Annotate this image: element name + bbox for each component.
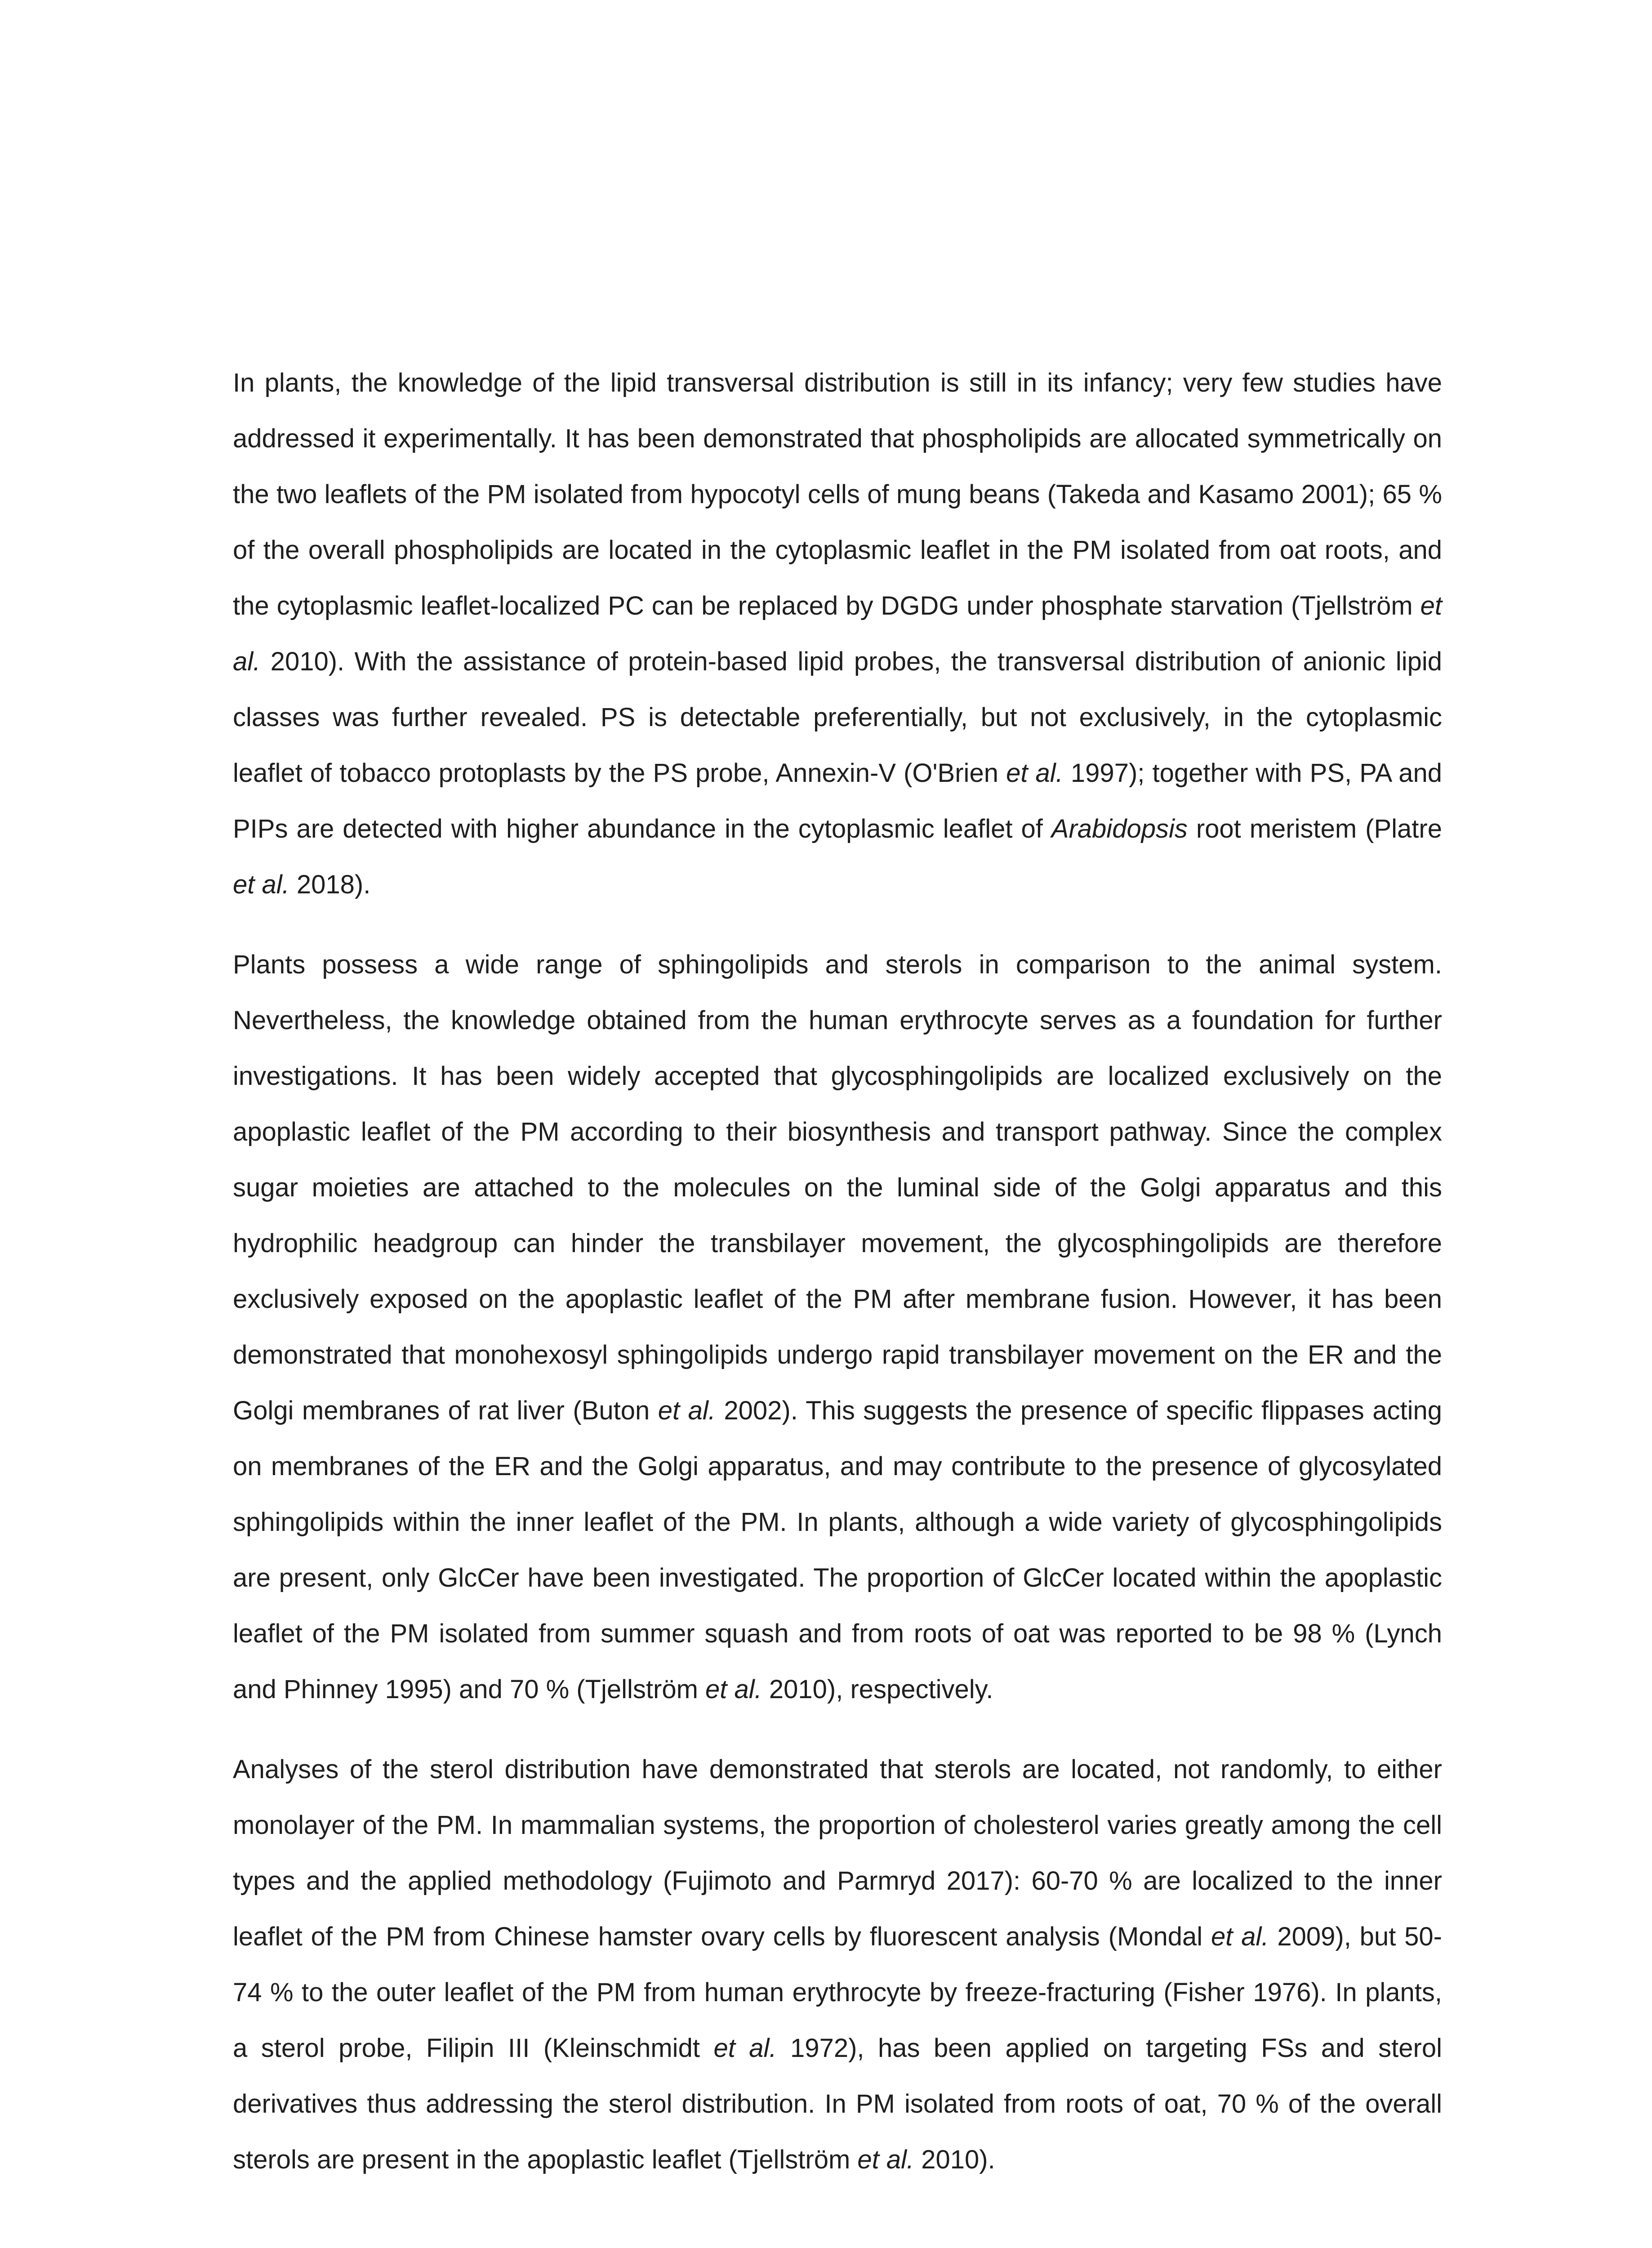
paragraph-text: Plants possess a wide range of sphingolipids and sterols in comparison to the animal system. Nevertheless, the knowledge obtained from the human erythrocyte serves as a foundation for further investigations. It has been widely accepted that glycosphingolipids are localized exclusively on the apoplastic leaflet of the PM according to their biosynthesis and transport pathway. Since the complex sugar moieties are attached to the molecules on the luminal side of the Golgi apparatus and this hydrophilic headgroup can hinder the transbilayer movement, the glycosphingolipids are therefore exclusively exposed on the apoplastic leaflet of the PM after membrane fusion. However, it has been demonstrated that monohexosyl sphingolipids undergo rapid transbilayer movement on the ER and the Golgi membranes of rat liver (Buton bbox=[233, 950, 1442, 1425]
italic-text: et al. bbox=[658, 1396, 716, 1425]
paragraph-sphingolipids-sterols bbox=[233, 937, 1442, 1717]
italic-text: et al. bbox=[713, 2034, 777, 2063]
paragraph-text: 1972), has been applied on targeting FSs and sterol derivatives thus addressing the sterol distribution. In PM isolated from roots of oat, 70 % of the overall sterols are present in the apoplastic leaflet (Tjellström bbox=[233, 2034, 1442, 2174]
paragraph-text: 2010). With the assistance of protein-based lipid probes, the transversal distribution of anionic lipid classes was further revealed. PS is detectable preferentially, but not exclusively, in the cytoplasmic leaflet of tobacco protoplasts by the PS probe, Annexin-V (O'Brien bbox=[233, 647, 1442, 788]
paragraph-text: root meristem (Platre bbox=[1187, 814, 1442, 843]
italic-text: et al. bbox=[1211, 1922, 1269, 1951]
paragraph-text: 1997); together with PS, PA and PIPs are detected with higher abundance in the cytoplasmic leaflet of bbox=[233, 758, 1442, 843]
paragraph-text: Analyses of the sterol distribution have demonstrated that sterols are located, not randomly, to either monolayer of the PM. In mammalian systems, the proportion of cholesterol varies greatly among the cell types and the applied methodology (Fujimoto and Parmryd 2017): 60-70 % are localized to the inner leaflet of the PM from Chinese hamster ovary cells by fluorescent analysis (Mondal bbox=[233, 1755, 1442, 1951]
paragraph-lipid-transversal-distribution bbox=[233, 355, 1442, 913]
paragraph-text: 2002). This suggests the presence of specific flippases acting on membranes of the ER and the Golgi apparatus, and may contribute to the presence of glycosylated sphingolipids within the inner leaflet of the PM. In plants, although a wide variety of glycosphingolipids are present, only GlcCer have been investigated. The proportion of GlcCer located within the apoplastic leaflet of the PM isolated from summer squash and from roots of oat was reported to be 98 % (Lynch and Phinney 1995) and 70 % (Tjellström bbox=[233, 1396, 1442, 1704]
italic-text: et al. bbox=[705, 1675, 762, 1704]
paragraph-text: In plants, the knowledge of the lipid transversal distribution is still in its infancy; very few studies have addressed it experimentally. It has been demonstrated that phospholipids are allocated symmetrically on the two leaflets of the PM isolated from hypocotyl cells of mung beans (Takeda and Kasamo 2001); 65 % of the overall phospholipids are located in the cytoplasmic leaflet in the PM isolated from oat roots, and the cytoplasmic leaflet-localized PC can be replaced by DGDG under phosphate starvation (Tjellström bbox=[233, 368, 1442, 620]
paragraph-text: 2018). bbox=[289, 870, 371, 899]
italic-text: et al. bbox=[1006, 758, 1063, 788]
paragraph-text: 2010), respectively. bbox=[761, 1675, 993, 1704]
body-text bbox=[233, 355, 1442, 2212]
paragraph-sterol-distribution bbox=[233, 1742, 1442, 2188]
paragraph-text: 2010). bbox=[914, 2145, 995, 2174]
italic-text: et al. bbox=[233, 591, 1442, 676]
paragraph-text: 2009), but 50-74 % to the outer leaflet of the PM from human erythrocyte by freeze-fracturing (Fisher 1976). In plants, a sterol probe, Filipin III (Kleinschmidt bbox=[233, 1922, 1442, 2063]
italic-text: Arabidopsis bbox=[1051, 814, 1188, 843]
italic-text: et al. bbox=[233, 870, 289, 899]
italic-text: et al. bbox=[857, 2145, 914, 2174]
